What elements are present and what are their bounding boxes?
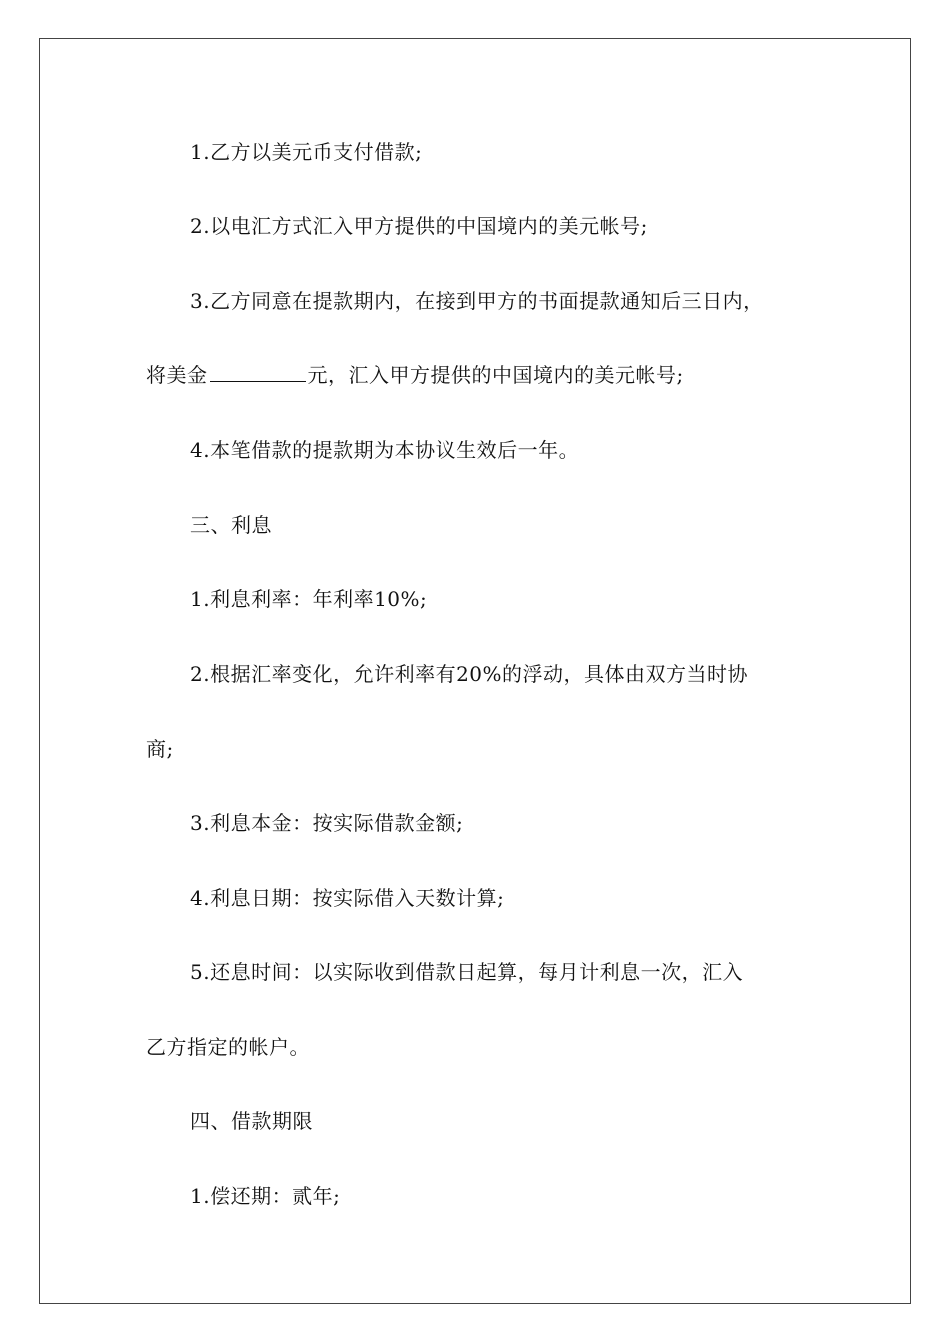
loan-term-item-1: 1.偿还期：贰年; [190, 1184, 341, 1208]
amount-suffix: 元，汇入甲方提供的中国境内的美元帐号; [307, 363, 684, 387]
interest-item-2-continued: 商; [146, 737, 174, 761]
interest-item-2: 2.根据汇率变化，允许利率有20%的浮动，具体由双方当时协 [190, 662, 749, 686]
interest-item-3: 3.利息本金：按实际借款金额; [190, 811, 464, 835]
section-heading-interest: 三、利息 [190, 513, 272, 537]
section-heading-loan-term: 四、借款期限 [190, 1109, 313, 1133]
clause-2-item-4: 4.本笔借款的提款期为本协议生效后一年。 [190, 438, 580, 462]
clause-2-item-3-continued [146, 353, 684, 397]
interest-item-4: 4.利息日期：按实际借入天数计算; [190, 886, 505, 910]
clause-2-item-2: 2.以电汇方式汇入甲方提供的中国境内的美元帐号; [190, 214, 648, 238]
interest-item-1: 1.利息利率：年利率10%; [190, 587, 428, 611]
clause-2-item-1: 1.乙方以美元币支付借款; [190, 140, 423, 164]
amount-prefix: 将美金 [146, 363, 208, 387]
amount-blank-line [210, 359, 306, 382]
clause-2-item-3: 3.乙方同意在提款期内，在接到甲方的书面提款通知后三日内， [190, 289, 764, 313]
interest-item-5: 5.还息时间：以实际收到借款日起算，每月计利息一次，汇入 [190, 960, 744, 984]
interest-item-5-continued: 乙方指定的帐户。 [146, 1035, 310, 1059]
